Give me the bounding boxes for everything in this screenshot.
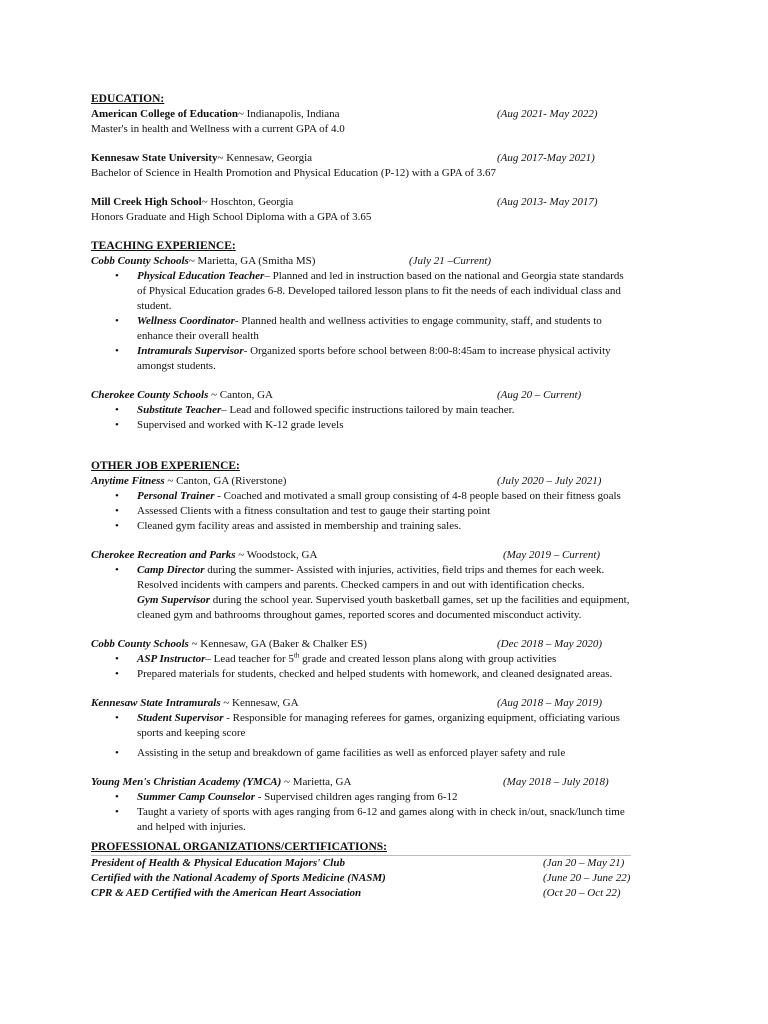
job-duties xyxy=(91,563,691,623)
duty-item xyxy=(91,711,657,726)
employer-name: Cobb County Schools xyxy=(91,255,189,267)
duty-item: • Taught a variety of sports with ages ranging from 6-12 and games along with in check in/out, snack/lunch time xyxy=(91,805,657,820)
education-entry-1 xyxy=(91,107,691,122)
education-heading: EDUCATION: xyxy=(91,93,165,105)
education-detail: Bachelor of Science in Health Promotion and Physical Education (P-12) with a GPA of 3.67 xyxy=(91,167,496,179)
duty-item: • Cleaned gym facility areas and assisted in membership and training sales. xyxy=(91,519,657,534)
duty-item xyxy=(91,344,657,359)
duty-item xyxy=(91,593,657,608)
job-header xyxy=(91,548,691,563)
duty-text: - Responsible for managing referees for games, organizing equipment, officiating various xyxy=(223,712,620,724)
duty-title: Summer Camp Counselor xyxy=(137,791,255,803)
certification-dates: (June 20 – June 22) xyxy=(543,872,631,884)
certification-name: President of Health & Physical Education Majors' Club xyxy=(91,857,345,869)
duty-item: • Assisting in the setup and breakdown of game facilities as well as enforced player safety and rule xyxy=(91,746,657,761)
job-duties xyxy=(91,711,691,761)
job-header xyxy=(91,254,691,269)
duty-item: • Prepared materials for students, checked and helped students with homework, and cleaned designated areas. xyxy=(91,667,657,682)
employer-location: ~ Marietta, GA xyxy=(281,776,352,788)
job-header xyxy=(91,474,691,489)
duty-item xyxy=(91,790,657,805)
duty-item xyxy=(91,563,657,578)
duty-continuation: sports and keeping score xyxy=(137,727,246,739)
education-dates: (Aug 2013- May 2017) xyxy=(497,196,598,208)
job-duties xyxy=(91,403,691,433)
job-header xyxy=(91,388,691,403)
duty-continuation: of Physical Education grades 6-8. Developed tailored lesson plans to fit the needs of each individual class and xyxy=(137,285,621,297)
duty-title: Personal Trainer xyxy=(137,490,215,502)
job-header xyxy=(91,696,691,711)
duty-item xyxy=(91,314,657,329)
job-duties xyxy=(91,269,691,374)
job-duties xyxy=(91,489,691,534)
education-detail: Honors Graduate and High School Diploma with a GPA of 3.65 xyxy=(91,211,372,223)
duty-title: Physical Education Teacher xyxy=(137,270,265,282)
education-entry-2 xyxy=(91,151,691,166)
duty-text: – Lead teacher for 5th grade and created lesson plans along with group activities xyxy=(205,651,557,665)
education-dates: (Aug 2021- May 2022) xyxy=(497,108,598,120)
certification-item xyxy=(91,871,691,886)
duty-item xyxy=(91,269,657,284)
duty-text: during the summer- Assisted with injuries, activities, field trips and themes for each week. xyxy=(204,564,605,576)
certification-dates: (Jan 20 – May 21) xyxy=(543,857,625,869)
employer-name: Cherokee Recreation and Parks xyxy=(91,549,236,561)
employer-location: ~ Canton, GA xyxy=(208,389,273,401)
certification-dates: (Oct 20 – Oct 22) xyxy=(543,887,621,899)
duty-text: – Lead and followed specific instructions tailored by main teacher. xyxy=(221,404,515,416)
duty-text: - Planned health and wellness activities to engage community, staff, and students to xyxy=(234,315,602,327)
duty-text: - Supervised children ages ranging from 6-12 xyxy=(254,791,458,803)
employer-location: ~ Kennesaw, GA xyxy=(220,697,299,709)
job-dates: (Aug 2018 – May 2019) xyxy=(497,697,603,709)
school-name: Kennesaw State University xyxy=(91,152,218,164)
duty-title: Camp Director xyxy=(137,564,205,576)
school-location: ~ Hoschton, Georgia xyxy=(201,196,294,208)
employer-name: Cherokee County Schools xyxy=(91,389,209,401)
duty-continuation: enhance their overall health xyxy=(137,330,259,342)
employer-name: Cobb County Schools xyxy=(91,638,189,650)
certification-name: Certified with the National Academy of Sports Medicine (NASM) xyxy=(91,872,386,884)
certification-item xyxy=(91,856,691,871)
job-dates: (Aug 20 – Current) xyxy=(497,389,582,401)
duty-title: Intramurals Supervisor xyxy=(137,345,244,357)
job-dates: (May 2018 – July 2018) xyxy=(503,776,609,788)
duty-item xyxy=(91,489,657,504)
school-name: American College of Education xyxy=(91,108,238,120)
education-entry-3 xyxy=(91,195,691,210)
duty-text: – Planned and led in instruction based on the national and Georgia state standards xyxy=(264,270,624,282)
job-header xyxy=(91,775,691,790)
certifications-heading: PROFESSIONAL ORGANIZATIONS/CERTIFICATIONS: xyxy=(91,841,387,853)
duty-title: Student Supervisor xyxy=(137,712,224,724)
duty-text: during the school year. Supervised youth basketball games, set up the facilities and equipment, xyxy=(210,594,630,606)
employer-location: ~ Kennesaw, GA (Baker & Chalker ES) xyxy=(188,638,367,650)
employer-name: Anytime Fitness xyxy=(91,475,165,487)
school-name: Mill Creek High School xyxy=(91,196,202,208)
job-duties xyxy=(91,790,691,835)
duty-continuation: cleaned gym and bathrooms throughout games, reported scores and documented misconduct activity. xyxy=(137,609,582,621)
duty-continuation: Resolved incidents with campers and parents. Checked campers in and out with identification checks. xyxy=(137,579,585,591)
duty-title: ASP Instructor xyxy=(137,653,206,665)
employer-location: ~ Woodstock, GA xyxy=(235,549,318,561)
school-location: ~ Indianapolis, Indiana xyxy=(237,108,340,120)
teaching-heading: TEACHING EXPERIENCE: xyxy=(91,240,236,252)
certification-item xyxy=(91,886,691,901)
duty-item xyxy=(91,403,657,418)
duty-continuation: and helped with injuries. xyxy=(137,821,246,833)
other-heading: OTHER JOB EXPERIENCE: xyxy=(91,460,240,472)
job-dates: (May 2019 – Current) xyxy=(503,549,601,561)
certification-name: CPR & AED Certified with the American Heart Association xyxy=(91,887,362,899)
job-dates: (Dec 2018 – May 2020) xyxy=(497,638,603,650)
job-dates: (July 2020 – July 2021) xyxy=(497,475,602,487)
resume-page xyxy=(91,92,691,901)
duty-title: Gym Supervisor xyxy=(137,594,211,606)
employer-name: Young Men's Christian Academy (YMCA) xyxy=(91,776,282,788)
education-detail: Master's in health and Wellness with a current GPA of 4.0 xyxy=(91,123,345,135)
job-header xyxy=(91,637,691,652)
duty-text: - Coached and motivated a small group consisting of 4-8 people based on their fitness goals xyxy=(214,490,621,502)
employer-location: ~ Marietta, GA (Smitha MS) xyxy=(188,255,316,267)
education-dates: (Aug 2017-May 2021) xyxy=(497,152,595,164)
school-location: ~ Kennesaw, Georgia xyxy=(217,152,313,164)
duty-item xyxy=(91,652,657,667)
duty-continuation: student. xyxy=(137,300,172,312)
duty-item: • Supervised and worked with K-12 grade levels xyxy=(91,418,657,433)
employer-location: ~ Canton, GA (Riverstone) xyxy=(164,475,287,487)
job-duties xyxy=(91,652,691,682)
duty-continuation: amongst students. xyxy=(137,360,216,372)
employer-name: Kennesaw State Intramurals xyxy=(91,697,221,709)
duty-title: Substitute Teacher xyxy=(137,404,222,416)
duty-title: Wellness Coordinator xyxy=(137,315,235,327)
duty-text: - Organized sports before school between 8:00-8:45am to increase physical activity xyxy=(243,345,611,357)
duty-item: • Assessed Clients with a fitness consultation and test to gauge their starting point xyxy=(91,504,657,519)
job-dates: (July 21 –Current) xyxy=(409,255,492,267)
